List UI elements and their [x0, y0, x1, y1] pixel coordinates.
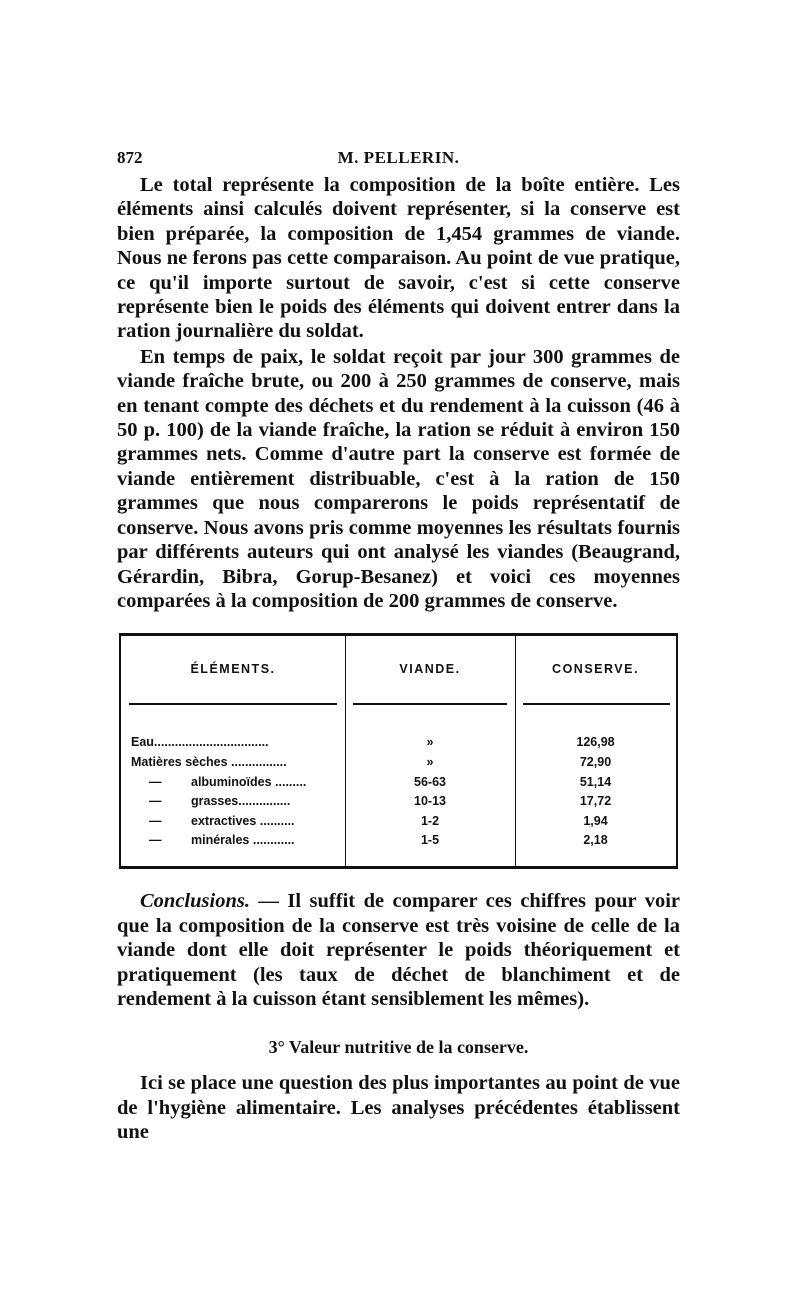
row-label: — extractives .......... — [149, 812, 343, 832]
table-row — [121, 733, 676, 753]
running-title: M. PELLERIN. — [337, 148, 460, 167]
conserve-value: 2,18 — [583, 833, 608, 848]
row-label: Matières sèches ................ — [131, 754, 287, 769]
conserve-value: 126,98 — [576, 735, 615, 750]
table-row — [121, 831, 676, 851]
page-number: 872 — [117, 148, 143, 167]
table-body — [121, 733, 676, 851]
table-row — [121, 773, 676, 793]
conclusions-lead: Conclusions. — [140, 890, 250, 913]
row-label: — grasses............... — [149, 792, 343, 812]
header-conserve: CONSERVE. — [552, 662, 639, 677]
viande-value: » — [426, 735, 434, 750]
ditto-dash: — — [149, 813, 162, 828]
conserve-value: 72,90 — [579, 754, 612, 769]
viande-value: 1-2 — [420, 813, 440, 828]
paragraph-conclusions — [117, 889, 680, 1011]
viande-value: » — [426, 754, 434, 769]
paragraph-2: En temps de paix, le soldat reçoit par jour 300 grammes de viande fraîche brute, ou 200 à 250 grammes de conserve, mais en tenant compte des déchets et du rendement à la cuisson (46 à 50 p. 100) de la viande fraîche, la ration se réduit à environ 150 grammes nets. Comme d'autre part la conserve est formée de viande entièrement distribuable, c'est à la ration de 150 grammes que nous comparerons le poids représentatif de conserve. Nous avons pris comme moyennes les résultats fournis par différents auteurs qui ont analysé les viandes (Beaugrand, Gérardin, Bibra, Gorup-Besanez) et voici ces moyennes comparées à la composition de 200 grammes de conserve. — [117, 345, 680, 612]
row-label: — minérales ............ — [149, 831, 343, 851]
ditto-dash: — — [149, 794, 162, 809]
viande-value: 1-5 — [420, 833, 440, 848]
header-rule — [523, 703, 670, 705]
conclusions-body: — Il suffit de comparer ces chiffres pour voir que la composition de la conserve est très voisine de celle de la viande dont elle doit représenter le poids théoriquement et pratiquement (les taux de déchet de blanchiment et de rendement à la cuisson étant sensiblement les mêmes). — [117, 890, 680, 1010]
viande-value: 10-13 — [414, 794, 446, 809]
ditto-dash: — — [149, 774, 162, 789]
ditto-dash: — — [149, 833, 162, 848]
paragraph-1: Le total représente la composition de la boîte entière. Les éléments ainsi calculés doivent représenter, si la conserve est bien préparée, la composition de 1,454 grammes de viande. Nous ne ferons pas cette comparaison. Au point de vue pratique, ce qu'il importe surtout de savoir, c'est si cette conserve représente bien le poids des éléments qui doivent entrer dans la ration journalière du soldat. — [117, 174, 680, 343]
header-rule — [129, 703, 337, 705]
header-rule — [353, 703, 507, 705]
table-row — [121, 753, 676, 773]
conserve-value: 51,14 — [579, 774, 612, 789]
table-header-row — [121, 662, 676, 682]
table-row — [121, 812, 676, 832]
section-heading: 3° Valeur nutritive de la conserve. — [268, 1037, 529, 1058]
paragraph-4: Ici se place une question des plus importantes au point de vue de l'hygiène alimentaire. Les analyses précédentes établissent une — [117, 1072, 680, 1144]
table-row — [121, 792, 676, 812]
header-viande: VIANDE. — [399, 662, 461, 677]
header-elements: ÉLÉMENTS. — [190, 662, 276, 677]
conserve-value: 1,94 — [583, 813, 608, 828]
conserve-value: 17,72 — [579, 794, 612, 809]
row-label: Eau................................. — [131, 735, 269, 750]
composition-table — [119, 633, 678, 869]
row-label: — albuminoïdes ......... — [149, 773, 343, 793]
running-head — [117, 140, 680, 168]
page — [117, 140, 680, 1145]
viande-value: 56-63 — [414, 774, 446, 789]
